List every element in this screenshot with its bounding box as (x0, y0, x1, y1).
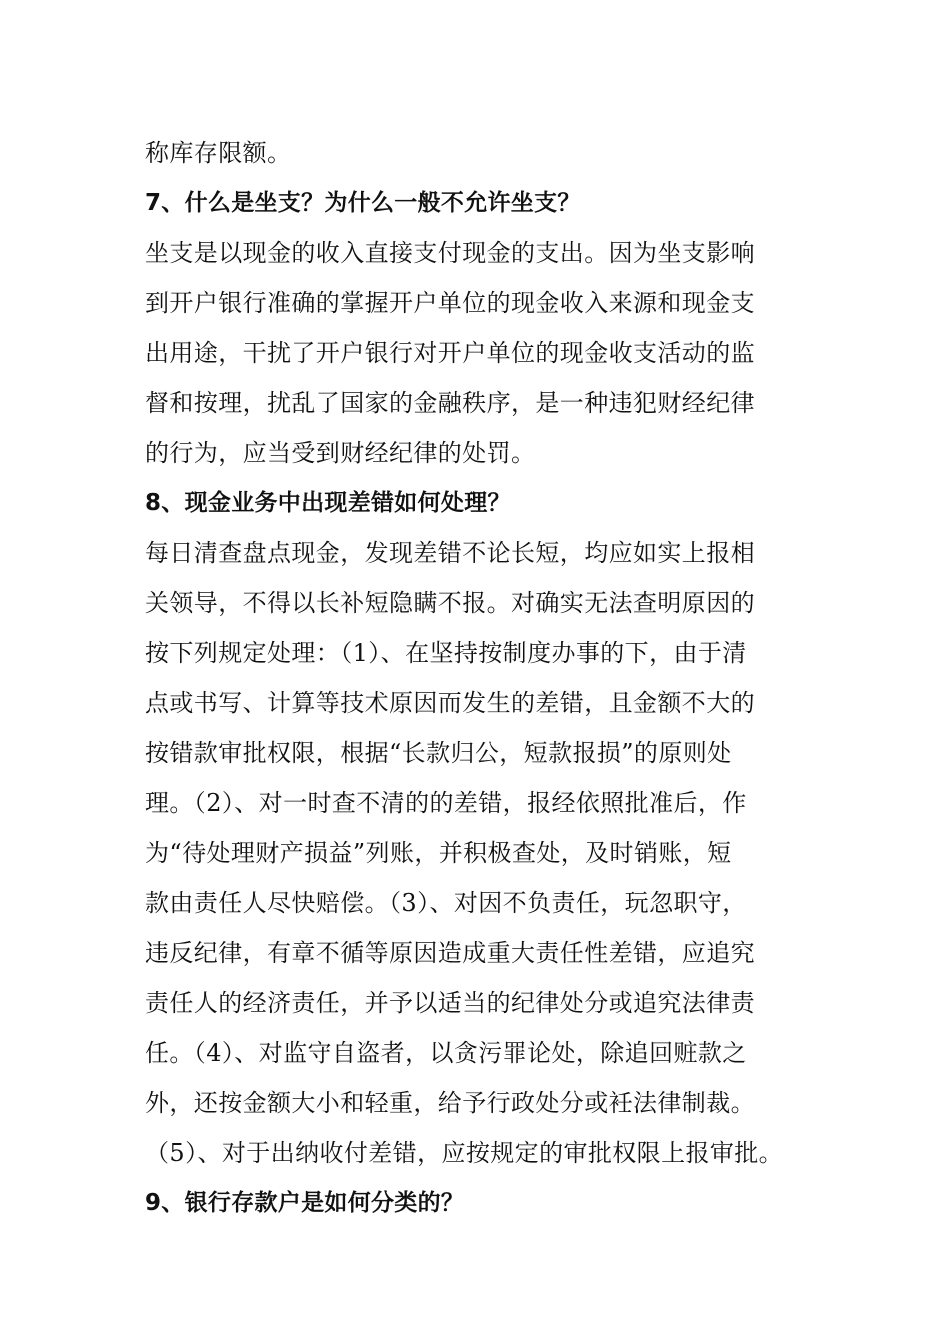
paragraph-line: 关领导，不得以长补短隐瞒不报。对确实无法查明原因的 (145, 589, 755, 617)
paragraph-line: 款由责任人尽快赔偿。（3）、对因不负责任，玩忽职守， (145, 889, 747, 917)
paragraph-line: 理。（2）、对一时查不清的的差错，报经依照批准后，作 (145, 789, 747, 817)
paragraph-line: 的行为，应当受到财经纪律的处罚。 (145, 439, 536, 467)
section-heading-9: 9、银行存款户是如何分类的？ (145, 1190, 465, 1216)
section-heading-8: 8、现金业务中出现差错如何处理？ (145, 490, 511, 516)
paragraph-line: 责任人的经济责任，并予以适当的纪律处分或追究法律责 (145, 989, 755, 1017)
paragraph-line: 按错款审批权限，根据“长款归公，短款报损”的原则处 (145, 739, 732, 767)
paragraph-line: 外，还按金额大小和轻重，给予行政处分或衽法律制裁。 (145, 1089, 755, 1117)
section-heading-7: 7、什么是坐支？为什么一般不允许坐支？ (145, 190, 581, 216)
document-body (145, 128, 815, 1228)
paragraph-line: 按下列规定处理：（1）、在坚持按制度办事的下，由于清 (145, 639, 747, 667)
paragraph-line: 点或书写、计算等技术原因而发生的差错，且金额不大的 (145, 689, 755, 717)
paragraph-line: 称库存限额。 (145, 139, 292, 167)
paragraph-line: 督和按理，扰乱了国家的金融秩序，是一种违犯财经纪律 (145, 389, 755, 417)
paragraph-line: 为“待处理财产损益”列账，并积极查处，及时销账，短 (145, 839, 732, 867)
paragraph-8 (145, 528, 815, 1178)
paragraph-line: 出用途，干扰了开户银行对开户单位的现金收支活动的监 (145, 339, 755, 367)
paragraph-line: 到开户银行准确的掌握开户单位的现金收入来源和现金支 (145, 289, 755, 317)
paragraph-7 (145, 228, 815, 478)
paragraph-line: （5）、对于出纳收付差错，应按规定的审批权限上报审批。 (145, 1139, 784, 1167)
paragraph-line: 违反纪律，有章不循等原因造成重大责任性差错，应追究 (145, 939, 755, 967)
paragraph-line: 任。（4）、对监守自盗者，以贪污罪论处，除追回赃款之 (145, 1039, 747, 1067)
paragraph-line: 坐支是以现金的收入直接支付现金的支出。因为坐支影响 (145, 239, 755, 267)
paragraph-line: 每日清查盘点现金，发现差错不论长短，均应如实上报相 (145, 539, 755, 567)
